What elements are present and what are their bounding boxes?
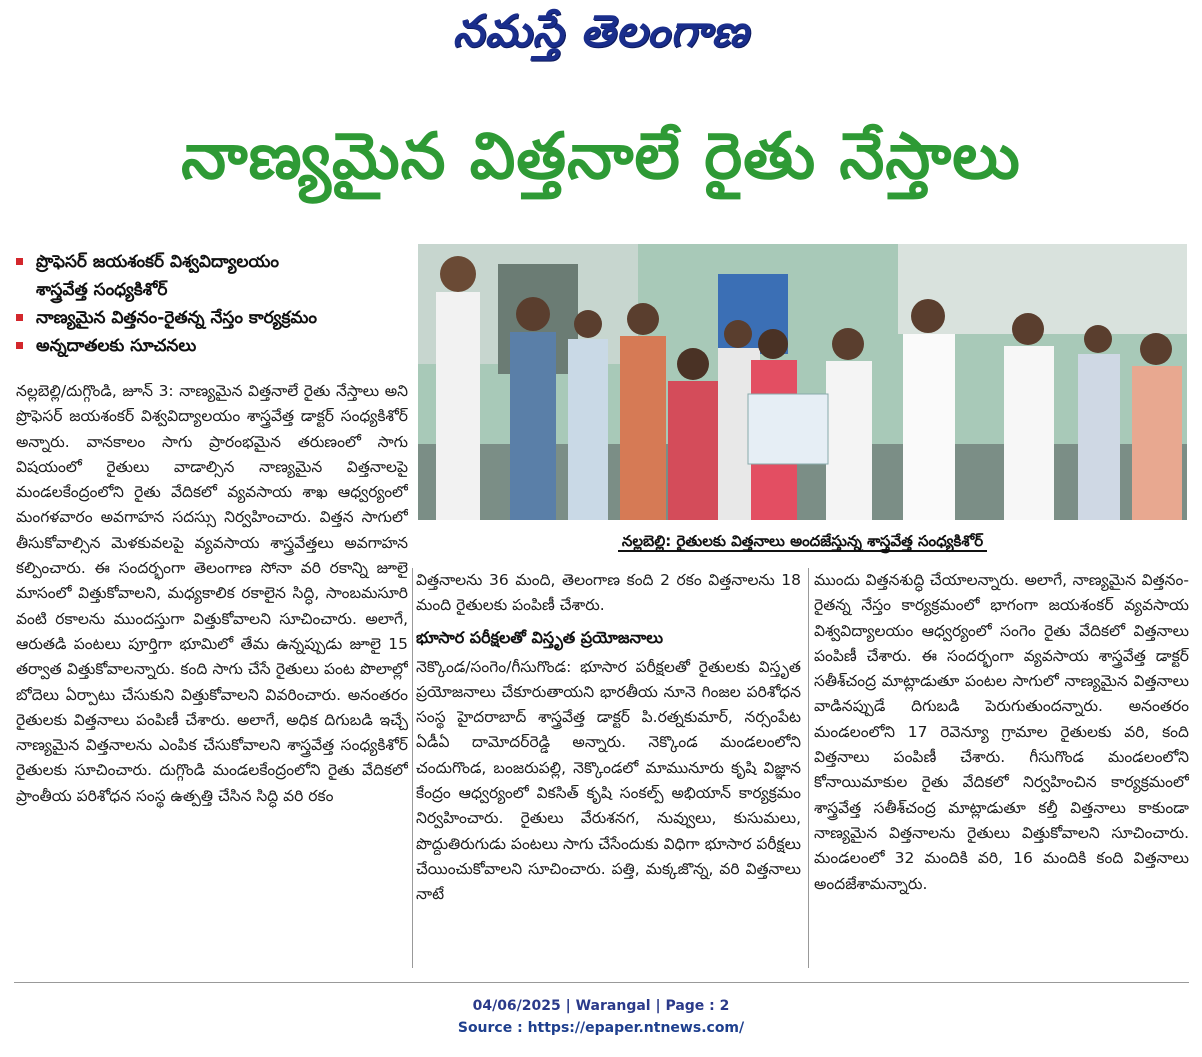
highlight-text-cont: శాస్త్రవేత్త సంధ్యకిశోర్ xyxy=(36,280,168,300)
article-column-1 xyxy=(16,379,408,969)
farmers-group-photo xyxy=(418,244,1187,520)
news-photo xyxy=(418,244,1187,520)
article-column-3 xyxy=(814,568,1189,968)
edition-info: 04/06/2025 | Warangal | Page : 2 xyxy=(472,998,730,1014)
highlights-list xyxy=(14,248,409,360)
headline: నాణ్యమైన విత్తనాలే రైతు నేస్తాలు xyxy=(181,120,1021,194)
page-footer xyxy=(0,995,1202,1039)
section-subheading: భూసార పరీక్షలతో విస్తృత ప్రయోజనాలు xyxy=(416,627,664,647)
article-paragraph: ముందు విత్తనశుద్ధి చేయాలన్నారు. అలాగే, నాణ్యమైన విత్తనం-రైతన్న నేస్తం కార్యక్రమంలో భాగంగా జయశంకర్ వ్యవసాయ విశ్వవిద్యాలయం ఆధ్వర్యంలో సంగెం రైతు వేదికలో విత్తనాలు పంపిణీ చేశారు. ఈ సందర్భంగా వ్యవసాయ శాస్త్రవేత్త డాక్టర్ సతీశ్‌చంద్ర మాట్లాడుతూ పంటల సాగులో నాణ్యమైన విత్తనాలు వాడినప్పుడే దిగుబడి పెరుగుతుందన్నారు. అనంతరం మండలంలోని 17 రెవెన్యూ గ్రామాల రైతులకు వరి, కంది విత్తనాలు పంపిణీ చేశారు. గీసుగొండ మండలంలోని కోనాయిమాకుల రైతు వేదికలో నిర్వహించిన కార్యక్రమంలో శాస్త్రవేత్త సతీశ్‌చంద్ర మాట్లాడుతూ కల్తీ విత్తనాలు కాకుండా నాణ్యమైన విత్తనాలను రైతులు విత్తుకోవాలని సూచించారు. మండలంలో 32 మందికి వరి, 16 మందికి కంది విత్తనాలు అందజేశామన్నారు. xyxy=(814,571,1189,893)
article-paragraph: నల్లబెల్లి/దుగ్గొండి, జూన్ 3: నాణ్యమైన విత్తనాలే రైతు నేస్తాలు అని ప్రొఫెసర్ జయశంకర్ విశ్వవిద్యాలయం శాస్త్రవేత్త డాక్టర్ సంధ్యకిశోర్ అన్నారు. వానకాలం సాగు ప్రారంభమైన తరుణంలో సాగు విషయంలో రైతులు వాడాల్సిన నాణ్యమైన విత్తనాలపై మండలకేంద్రంలోని రైతు వేదికలో వ్యవసాయ శాఖ ఆధ్వర్యంలో మంగళవారం అవగాహన సదస్సు నిర్వహించారు. విత్తన సాగులో తీసుకోవాల్సిన మెళకువలపై వ్యవసాయ శాస్త్రవేత్తలు అవగాహన కల్పించారు. ఈ సందర్భంగా తెలంగాణ సోనా వరి రకాన్ని జూలై మాసంలో విత్తుకోవాలని, మధ్యకాలిక రకాలైన సిద్ధి, సాంబమసూరి వంటి రకాలను ముందస్తుగా విత్తుకోవాలని సూచించారు. అలాగే, ఆరుతడి పంటలు పూర్తిగా భూమిలో తేమ ఉన్నప్పుడు జూలై 15 తర్వాత విత్తుకోవాలన్నారు. కంది సాగు చేసే రైతులు పంట పొలాల్లో బోదెలు ఏర్పాటు చేసుకుని విత్తుకోవాలని వివరించారు. అనంతరం రైతులకు విత్తనాలు పంపిణీ చేశారు. అలాగే, అధిక దిగుబడి ఇచ్చే నాణ్యమైన విత్తనాలను ఎంపిక చేసుకోవాలని శాస్త్రవేత్త సంధ్యకిశోర్ రైతులకు సూచించారు. దుగ్గొండి మండలకేంద్రంలోని రైతు వేదికలో ప్రాంతీయ పరిశోధన సంస్థ ఉత్పత్తి చేసిన సిద్ధి వరి రకం xyxy=(16,382,408,805)
footer-divider xyxy=(14,982,1189,983)
highlight-item xyxy=(14,304,409,332)
column-divider xyxy=(808,568,809,968)
source-link[interactable]: Source : https://epaper.ntnews.com/ xyxy=(457,1020,745,1036)
highlight-text: అన్నదాతలకు సూచనలు xyxy=(36,336,197,356)
article-column-2 xyxy=(416,568,801,968)
masthead-logo: నమస్తే తెలంగాణ xyxy=(452,6,750,57)
photo-caption: నల్లబెల్లి: రైతులకు విత్తనాలు అందజేస్తున్న శాస్త్రవేత్త సంధ్యకిశోర్ xyxy=(418,523,1187,559)
highlight-text: ప్రొఫెసర్ జయశంకర్ విశ్వవిద్యాలయం xyxy=(36,252,279,272)
highlight-text: నాణ్యమైన విత్తనం-రైతన్న నేస్తం కార్యక్రమం xyxy=(36,308,317,328)
column-divider xyxy=(412,568,413,968)
article-paragraph: నెక్కొండ/సంగెం/గీసుగొండ: భూసార పరీక్షలతో రైతులకు విస్తృత ప్రయోజనాలు చేకూరుతాయని భారతీయ నూనె గింజల పరిశోధన సంస్థ హైదరాబాద్ శాస్త్రవేత్త డాక్టర్ పి.రత్నకుమార్, నర్సంపేట ఏడీఏ దామోదర్‌రెడ్డి అన్నారు. నెక్కొండ మండలంలోని చందుగొండ, బంజరుపల్లి, నెక్కొండలో మామునూరు కృషి విజ్ఞాన కేంద్రం ఆధ్వర్యంలో వికసిత్ కృషి సంకల్ప్ అభియాన్ కార్యక్రమం నిర్వహించారు. రైతులు వేరుశనగ, నువ్వులు, కుసుమలు, పొద్దుతిరుగుడు పంటలు సాగు చేసేందుకు విధిగా భూసార పరీక్షలు చేయించుకోవాలని సూచించారు. పత్తి, మక్కజొన్న, వరి విత్తనాలు నాటే xyxy=(416,657,801,904)
article-paragraph: విత్తనాలను 36 మంది, తెలంగాణ కంది 2 రకం విత్తనాలను 18 మంది రైతులకు పంపిణీ చేశారు. xyxy=(416,571,801,615)
highlight-item xyxy=(14,332,409,360)
highlight-item xyxy=(14,248,409,304)
